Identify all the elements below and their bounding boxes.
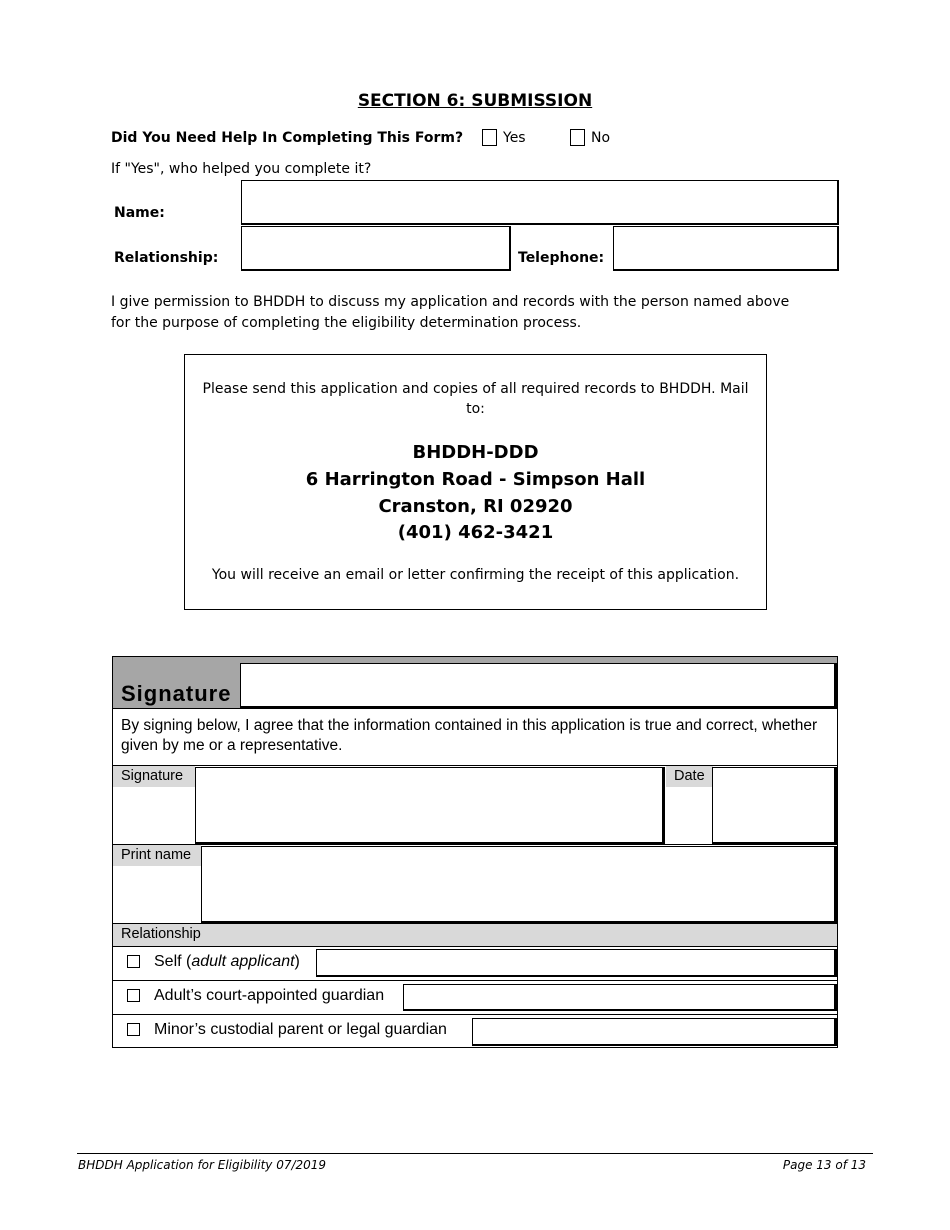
help-no-label: No [591,130,611,146]
divider [113,844,837,845]
mail-note: You will receive an email or letter confirming the receipt of this application. [211,567,740,583]
name-label: Name: [114,205,165,221]
date-field[interactable] [712,767,837,844]
signature-header [113,657,837,709]
signature-header-title: Signature [121,681,232,706]
help-no-checkbox[interactable] [570,129,585,146]
guardian-field[interactable] [403,984,837,1011]
mail-city: Cranston, RI 02920 [378,496,573,517]
minor-guardian-checkbox[interactable] [127,1023,140,1036]
mailing-instructions-box [184,354,767,610]
footer-divider [77,1153,873,1154]
self-field[interactable] [316,949,837,977]
signature-statement: By signing below, I agree that the information contained in this application is true and correct, whether given by me or a representative. [121,717,818,754]
divider [113,946,837,947]
self-italic: adult applicant [191,953,295,970]
telephone-label: Telephone: [518,250,605,266]
self-suffix: ) [294,953,300,970]
mail-intro: Please send this application and copies of all required records to BHDDH. Mail to: [202,381,749,417]
divider [113,1014,837,1015]
minor-guardian-field[interactable] [472,1018,837,1046]
minor-guardian-option-label: Minor’s custodial parent or legal guardian [154,1021,447,1038]
guardian-option-label: Adult’s court-appointed guardian [154,987,385,1004]
helper-telephone-field[interactable] [613,226,839,271]
self-prefix: Self ( [154,953,192,970]
signature-header-field[interactable] [240,663,837,708]
signature-block [112,656,838,1048]
self-option-label [154,953,300,971]
footer-page-number: Page 13 of 13 [782,1158,866,1172]
signature-field-label: Signature [113,766,195,787]
help-question: Did You Need Help In Completing This Form? [111,130,464,146]
signature-field[interactable] [195,767,665,844]
mail-street: 6 Harrington Road - Simpson Hall [305,469,646,490]
helper-relationship-field[interactable] [241,226,511,271]
self-checkbox[interactable] [127,955,140,968]
divider [113,980,837,981]
date-field-label: Date [666,766,713,787]
footer-doc-title: BHDDH Application for Eligibility 07/2019 [78,1158,327,1172]
print-name-field[interactable] [201,846,837,923]
guardian-checkbox[interactable] [127,989,140,1002]
relationship-section-label: Relationship [113,924,837,946]
helper-prompt: If "Yes", who helped you complete it? [111,161,372,177]
print-name-label: Print name [113,845,201,866]
relationship-label: Relationship: [114,250,219,266]
divider [664,767,665,844]
mail-phone: (401) 462-3421 [397,522,554,543]
help-yes-label: Yes [503,130,526,146]
helper-name-field[interactable] [241,180,839,225]
section-title: SECTION 6: SUBMISSION [357,91,593,111]
divider [113,765,837,766]
help-yes-checkbox[interactable] [482,129,497,146]
mail-org: BHDDH-DDD [412,442,539,463]
permission-text: I give permission to BHDDH to discuss my application and records with the person named above for the purpose of completing the eligibility determination process. [111,294,790,331]
